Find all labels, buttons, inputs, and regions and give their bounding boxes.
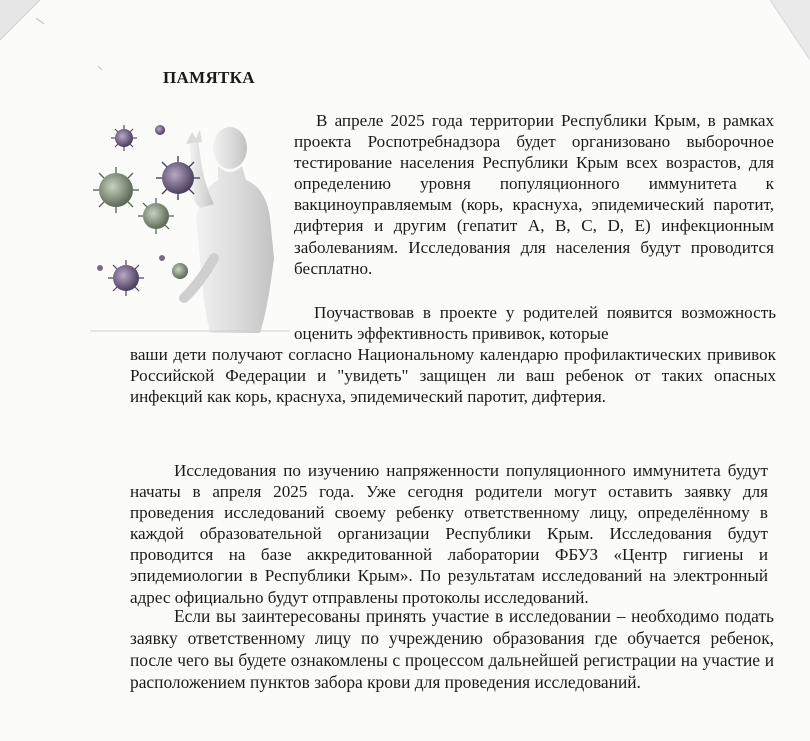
paragraph-how-to-participate: Если вы заинтересованы принять участие в исследовании – необходимо подать заявку ответственному лицу по учреждению образования где обучается ребенок, после чего вы будете ознакомлены с процессом дальнейшей регистрации на участие и расположением пунктов забора крови для проведения исследований. (130, 606, 774, 692)
virus-particles (93, 125, 200, 296)
virus-illustration (90, 108, 290, 333)
paragraph-benefits (130, 302, 776, 407)
document-title: ПАМЯТКА (163, 68, 255, 87)
paragraph-benefits-lead: Поучаствовав в проекте у родителей появится возможность оценить эффективность прививок, которые (294, 303, 776, 344)
paragraph-research-info: Исследования по изучению напряженности популяционного иммунитета будут начаты в апреля 2025 года. Уже сегодня родители могут оставить заявку для проведения исследований своему ребенку ответственному лицу, определённому в каждой образовательной организации Республики Крым. Исследования будут проводится на базе аккредитованной лаборатории ФБУЗ «Центр гигиены и эпидемиологии в Республики Крым». По результатам исследований на электронный адрес официально будут отправлены протоколы исследований. (130, 461, 768, 607)
paragraph-intro: В апреле 2025 года территории Республики Крым, в рамках проекта Роспотребнадзора будет организовано выборочное тестирование населения Республики Крым всех возрастов, для определению уровня популяционного иммунитета к вакциноуправляемым (корь, краснуха, эпидемический паротит, дифтерия и другим (гепатит А, В, С, D, E) инфекционным заболеваниям. Исследования для населения будут проводится бесплатно. (294, 111, 774, 278)
paragraph-benefits-rest: ваши дети получают согласно Национальному календарю профилактических прививок Российской Федерации и "увидеть" защищен ли ваш ребенок от таких опасных инфекций как корь, краснуха, эпидемический паротит, дифтерия. (130, 345, 776, 407)
